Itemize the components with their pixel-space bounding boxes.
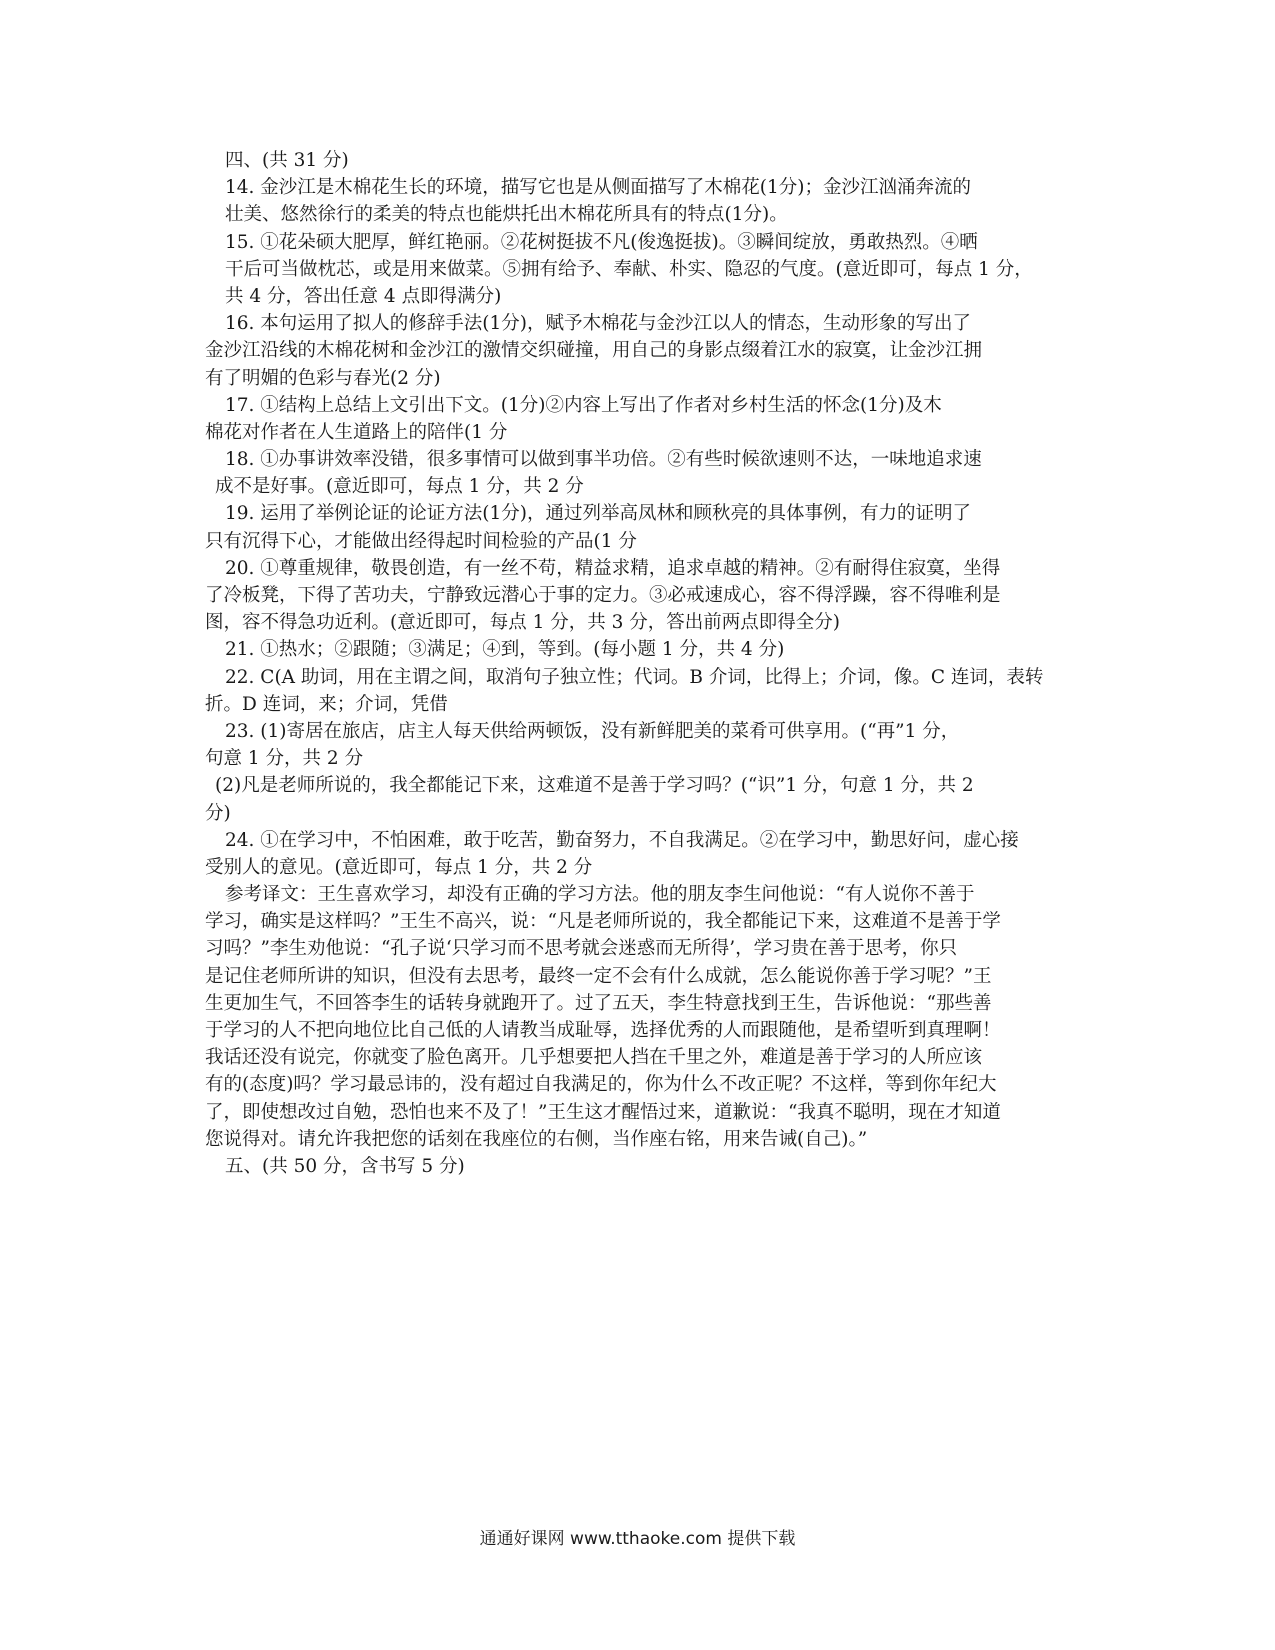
- text-line: 17. ①结构上总结上文引出下文。(1分)②内容上写出了作者对乡村生活的怀念(1分)及木: [225, 394, 942, 416]
- text-line: 句意 1 分，共 2 分: [205, 748, 364, 770]
- text-line: 了冷板凳，下得了苦功夫，宁静致远潜心于事的定力。③必戒速成心，容不得浮躁，容不得唯利是: [205, 585, 1001, 606]
- text-line: 壮美、悠然徐行的柔美的特点也能烘托出木棉花所具有的特点(1分)。: [225, 204, 788, 226]
- text-line: 共 4 分，答出任意 4 点即得满分): [225, 285, 502, 307]
- text-line: 我话还没有说完，你就变了脸色离开。几乎想要把人挡在千里之外，难道是善于学习的人所应该: [205, 1047, 983, 1069]
- text-line: 金沙江沿线的木棉花树和金沙江的激情交织碰撞，用自己的身影点缀着江水的寂寞，让金沙江拥: [205, 340, 983, 362]
- text-line: 24. ①在学习中，不怕困难，敢于吃苦，勤奋努力，不自我满足。②在学习中，勤思好问，虚心接: [225, 829, 1019, 851]
- text-line: 23. (1)寄居在旅店，店主人每天供给两顿饭，没有新鲜肥美的菜肴可供享用。(“再”1 分，: [225, 720, 960, 742]
- answer-key-body: [205, 147, 1065, 1180]
- text-line: 图，容不得急功近利。(意近即可，每点 1 分，共 3 分，答出前两点即得全分): [205, 612, 841, 634]
- text-line: 22. C(A 助词，用在主谓之间，取消句子独立性；代词。B 介词，比得上；介词，像。C 连词，表转: [225, 666, 1044, 688]
- text-line: 16. 本句运用了拟人的修辞手法(1分)，赋予木棉花与金沙江以人的情态，生动形象的写出了: [225, 313, 972, 335]
- text-line: 棉花对作者在人生道路上的陪伴(1 分: [205, 421, 508, 443]
- page-footer: 通通好课网 www.tthaoke.com 提供下载: [479, 1529, 796, 1549]
- text-line: 是记住老师所讲的知识，但没有去思考，最终一定不会有什么成就，怎么能说你善于学习呢？”王: [205, 965, 992, 987]
- text-line: 成不是好事。(意近即可，每点 1 分，共 2 分: [215, 476, 584, 498]
- text-line: 参考译文：王生喜欢学习，却没有正确的学习方法。他的朋友李生问他说：“有人说你不善于: [225, 884, 975, 906]
- text-line: 您说得对。请允许我把您的话刻在我座位的右侧，当作座右铭，用来告诫(自己)。”: [205, 1128, 868, 1150]
- text-line: 14. 金沙江是木棉花生长的环境，描写它也是从侧面描写了木棉花(1分)；金沙江汹涌奔流的: [225, 177, 972, 199]
- text-line: 19. 运用了举例论证的论证方法(1分)，通过列举高凤林和顾秋亮的具体事例，有力的证明了: [225, 503, 972, 525]
- text-line: 受别人的意见。(意近即可，每点 1 分，共 2 分: [205, 856, 593, 878]
- text-line: 只有沉得下心，才能做出经得起时间检验的产品(1 分: [205, 530, 637, 552]
- text-line: 21. ①热水；②跟随；③满足；④到，等到。(每小题 1 分，共 4 分): [225, 639, 785, 661]
- text-line: 四、(共 31 分): [225, 150, 349, 171]
- text-line: (2)凡是老师所说的，我全都能记下来，这难道不是善于学习吗？(“识”1 分，句意 1 分，共 2: [215, 775, 974, 797]
- text-line: 习吗？”李生劝他说：“孔子说‘只学习而不思考就会迷惑而无所得’，学习贵在善于思考，你只: [205, 938, 958, 960]
- text-line: 于学习的人不把向地位比自己低的人请教当成耻辱，选择优秀的人而跟随他，是希望听到真理啊！: [205, 1020, 1001, 1041]
- text-line: 生更加生气，不回答李生的话转身就跑开了。过了五天，李生特意找到王生，告诉他说：“那些善: [205, 992, 992, 1014]
- text-line: 折。D 连词，来；介词，凭借: [205, 693, 448, 715]
- text-line: 了，即使想改过自勉，恐怕也来不及了！”王生这才醒悟过来，道歉说：“我真不聪明，现在才知道: [205, 1101, 1001, 1123]
- text-line: 有的(态度)吗？学习最忌讳的，没有超过自我满足的，你为什么不改正呢？不这样，等到你年纪大: [205, 1074, 997, 1096]
- text-line: 18. ①办事讲效率没错，很多事情可以做到事半功倍。②有些时候欲速则不达，一味地追求速: [225, 449, 982, 471]
- text-line: 学习，确实是这样吗？”王生不高兴，说：“凡是老师所说的，我全都能记下来，这难道不是善于学: [205, 911, 1001, 933]
- text-line: 分): [205, 802, 231, 824]
- text-line: 干后可当做枕芯，或是用来做菜。⑤拥有给予、奉献、朴实、隐忍的气度。(意近即可，每点 1 分，: [225, 258, 1033, 280]
- text-line: 有了明媚的色彩与春光(2 分): [205, 367, 441, 389]
- text-line: 15. ①花朵硕大肥厚，鲜红艳丽。②花树挺拔不凡(俊逸挺拔)。③瞬间绽放，勇敢热烈。④晒: [225, 231, 978, 253]
- text-line: 20. ①尊重规律，敬畏创造，有一丝不苟，精益求精，追求卓越的精神。②有耐得住寂寞，坐得: [225, 557, 1001, 579]
- text-line: 五、(共 50 分，含书写 5 分): [225, 1155, 465, 1177]
